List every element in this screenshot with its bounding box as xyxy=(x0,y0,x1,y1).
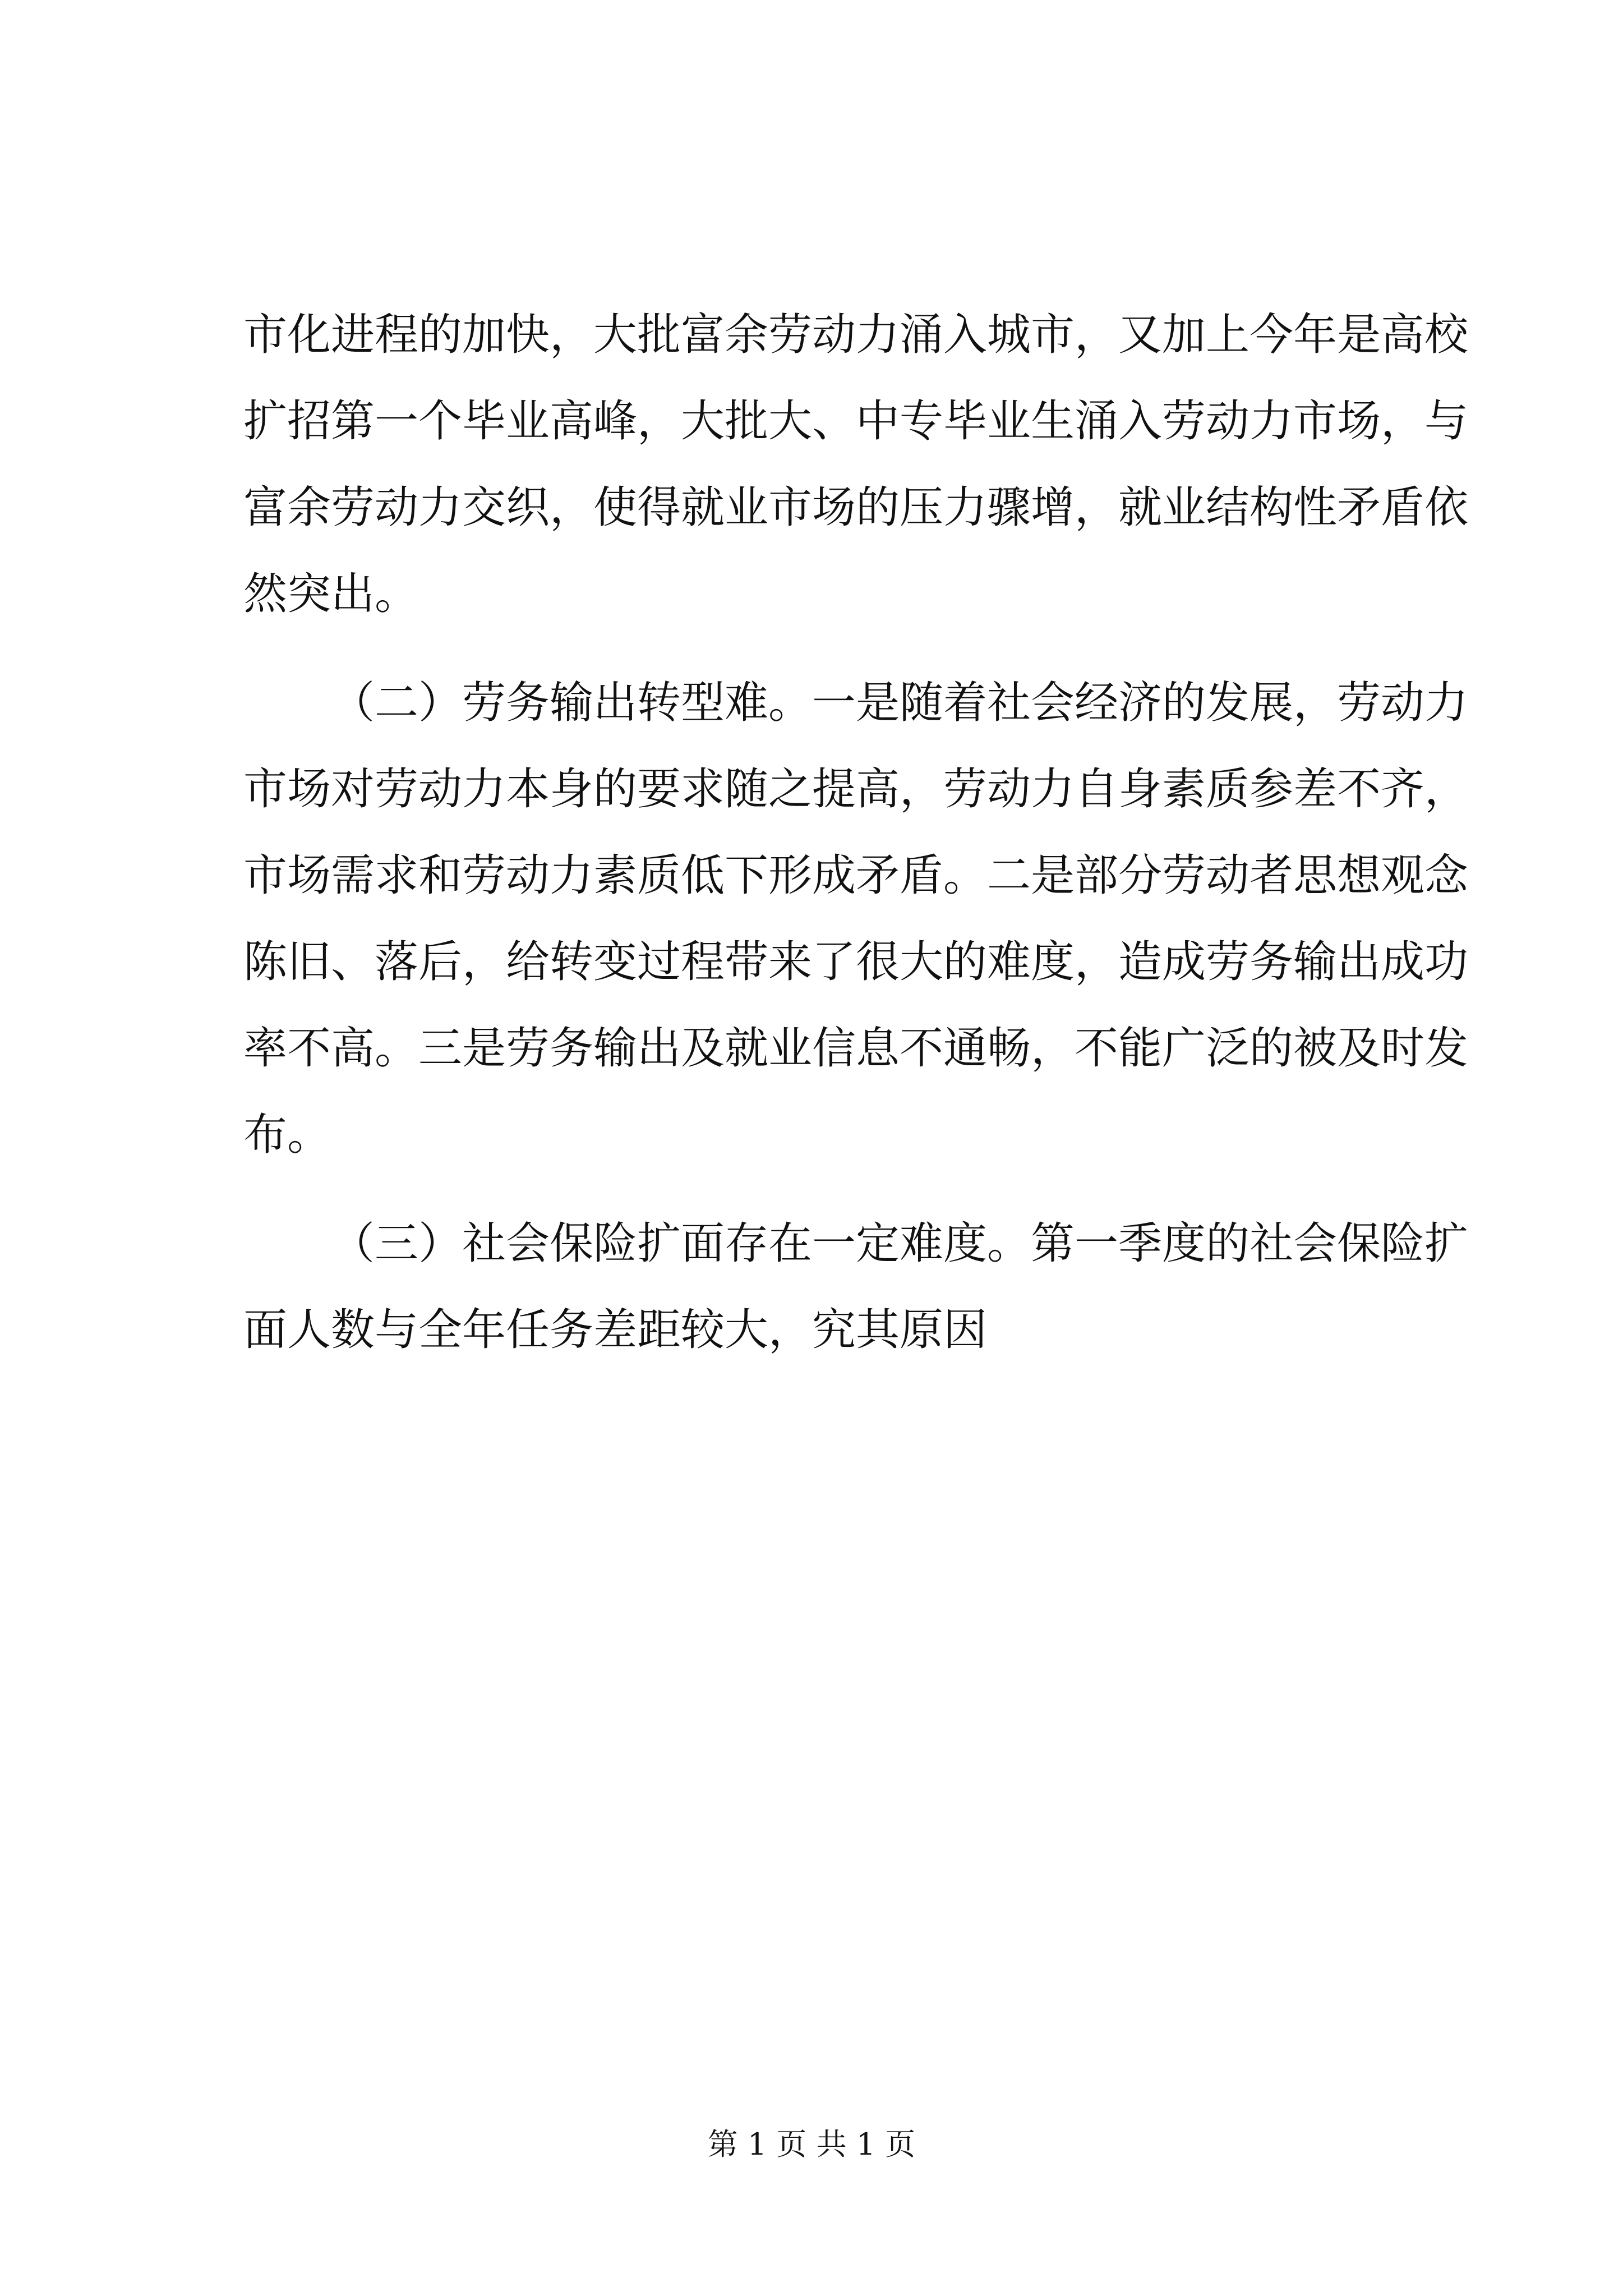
text-line: 富余劳动力交织，使得就业市场的压力骤增，就业结构性矛盾依 xyxy=(243,482,1469,533)
text-line: 市化进程的加快，大批富余劳动力涌入城市，又加上今年是高校 xyxy=(243,310,1469,360)
document-body xyxy=(243,292,1469,1373)
paragraph-spacing xyxy=(243,637,1387,660)
text-line: 陈旧、落后，给转变过程带来了很大的难度，造成劳务输出成功 xyxy=(243,937,1469,987)
paragraph-2 xyxy=(243,660,1469,1178)
text-line: 然突出。 xyxy=(243,569,419,619)
text-line: 市场需求和劳动力素质低下形成矛盾。二是部分劳动者思想观念 xyxy=(243,850,1469,901)
text-line: （三）社会保险扩面存在一定难度。第一季度的社会保险扩 xyxy=(331,1218,1469,1269)
text-line: 面人数与全年任务差距较大，究其原因 xyxy=(243,1305,988,1355)
paragraph-3 xyxy=(243,1200,1469,1373)
paragraph-1 xyxy=(243,292,1469,637)
page-footer: 第 1 页 共 1 页 xyxy=(707,2127,916,2162)
text-line: 率不高。三是劳务输出及就业信息不通畅，不能广泛的被及时发 xyxy=(243,1023,1469,1074)
paragraph-spacing xyxy=(243,1178,1387,1200)
text-line: 市场对劳动力本身的要求随之提高，劳动力自身素质参差不齐， xyxy=(243,764,1469,815)
text-line: 扩招第一个毕业高峰，大批大、中专毕业生涌入劳动力市场，与 xyxy=(243,396,1469,447)
text-line: （二）劳务输出转型难。一是随着社会经济的发展，劳动力 xyxy=(331,678,1469,728)
text-line: 布。 xyxy=(243,1110,331,1160)
